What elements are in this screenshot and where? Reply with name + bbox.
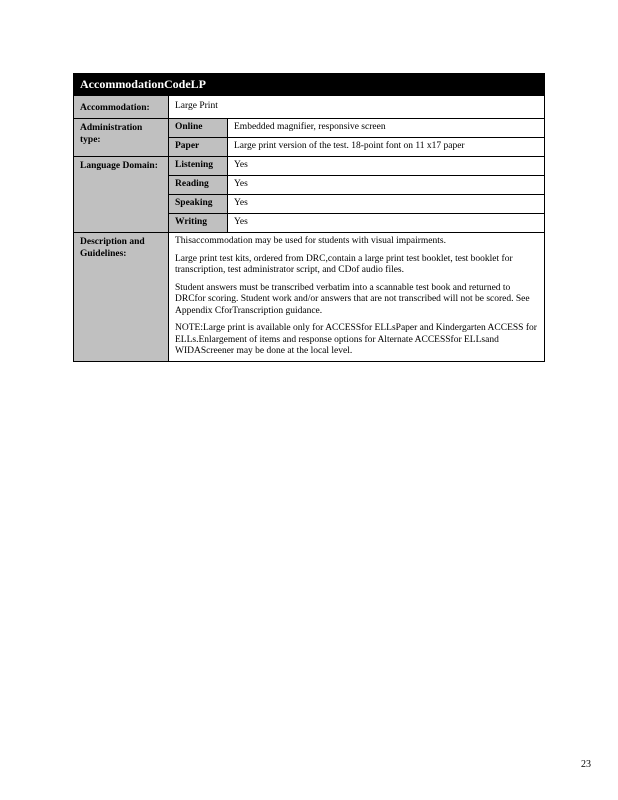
description-label: Description and Guidelines: xyxy=(74,233,169,362)
domain-reading-label: Reading xyxy=(169,176,228,195)
domain-reading-value: Yes xyxy=(228,176,545,195)
description-paragraph: Student answers must be transcribed verbatim into a scannable test book and returned to DRCfor scoring. Student work and/or answers that are not transcribed will not be scored. See Appendix CforTranscription guidance. xyxy=(175,282,530,316)
domain-listening-value: Yes xyxy=(228,157,545,176)
admin-paper-value: Large print version of the test. 18-point font on 11 x17 paper xyxy=(228,138,545,157)
domain-speaking-label: Speaking xyxy=(169,195,228,214)
admin-online-label: Online xyxy=(169,119,228,138)
page-number: 23 xyxy=(581,759,591,770)
accommodation-label: Accommodation: xyxy=(74,96,169,119)
accommodation-value: Large Print xyxy=(169,96,545,119)
description-paragraph: Large print test kits, ordered from DRC,contain a large print test booklet, test booklet for transcription, test administrator script, and CDof audio files. xyxy=(175,253,513,275)
description-paragraph: NOTE:Large print is available only for ACCESSfor ELLsPaper and Kindergarten ACCESS for ELLs.Enlargement of items and response options for Alternate ACCESSfor ELLsand WIDAScreener may be done at the local level. xyxy=(175,323,537,356)
description-paragraph: Thisaccommodation may be used for students with visual impairments. xyxy=(175,236,446,246)
domain-speaking-value: Yes xyxy=(228,195,545,214)
description-cell xyxy=(169,233,545,362)
administration-type-label: Administration type: xyxy=(74,119,169,157)
domain-listening-label: Listening xyxy=(169,157,228,176)
table-title: AccommodationCodeLP xyxy=(74,74,545,96)
admin-paper-label: Paper xyxy=(169,138,228,157)
language-domain-label: Language Domain: xyxy=(74,157,169,233)
domain-writing-value: Yes xyxy=(228,214,545,233)
accommodation-table xyxy=(73,73,545,362)
domain-writing-label: Writing xyxy=(169,214,228,233)
admin-online-value: Embedded magnifier, responsive screen xyxy=(228,119,545,138)
